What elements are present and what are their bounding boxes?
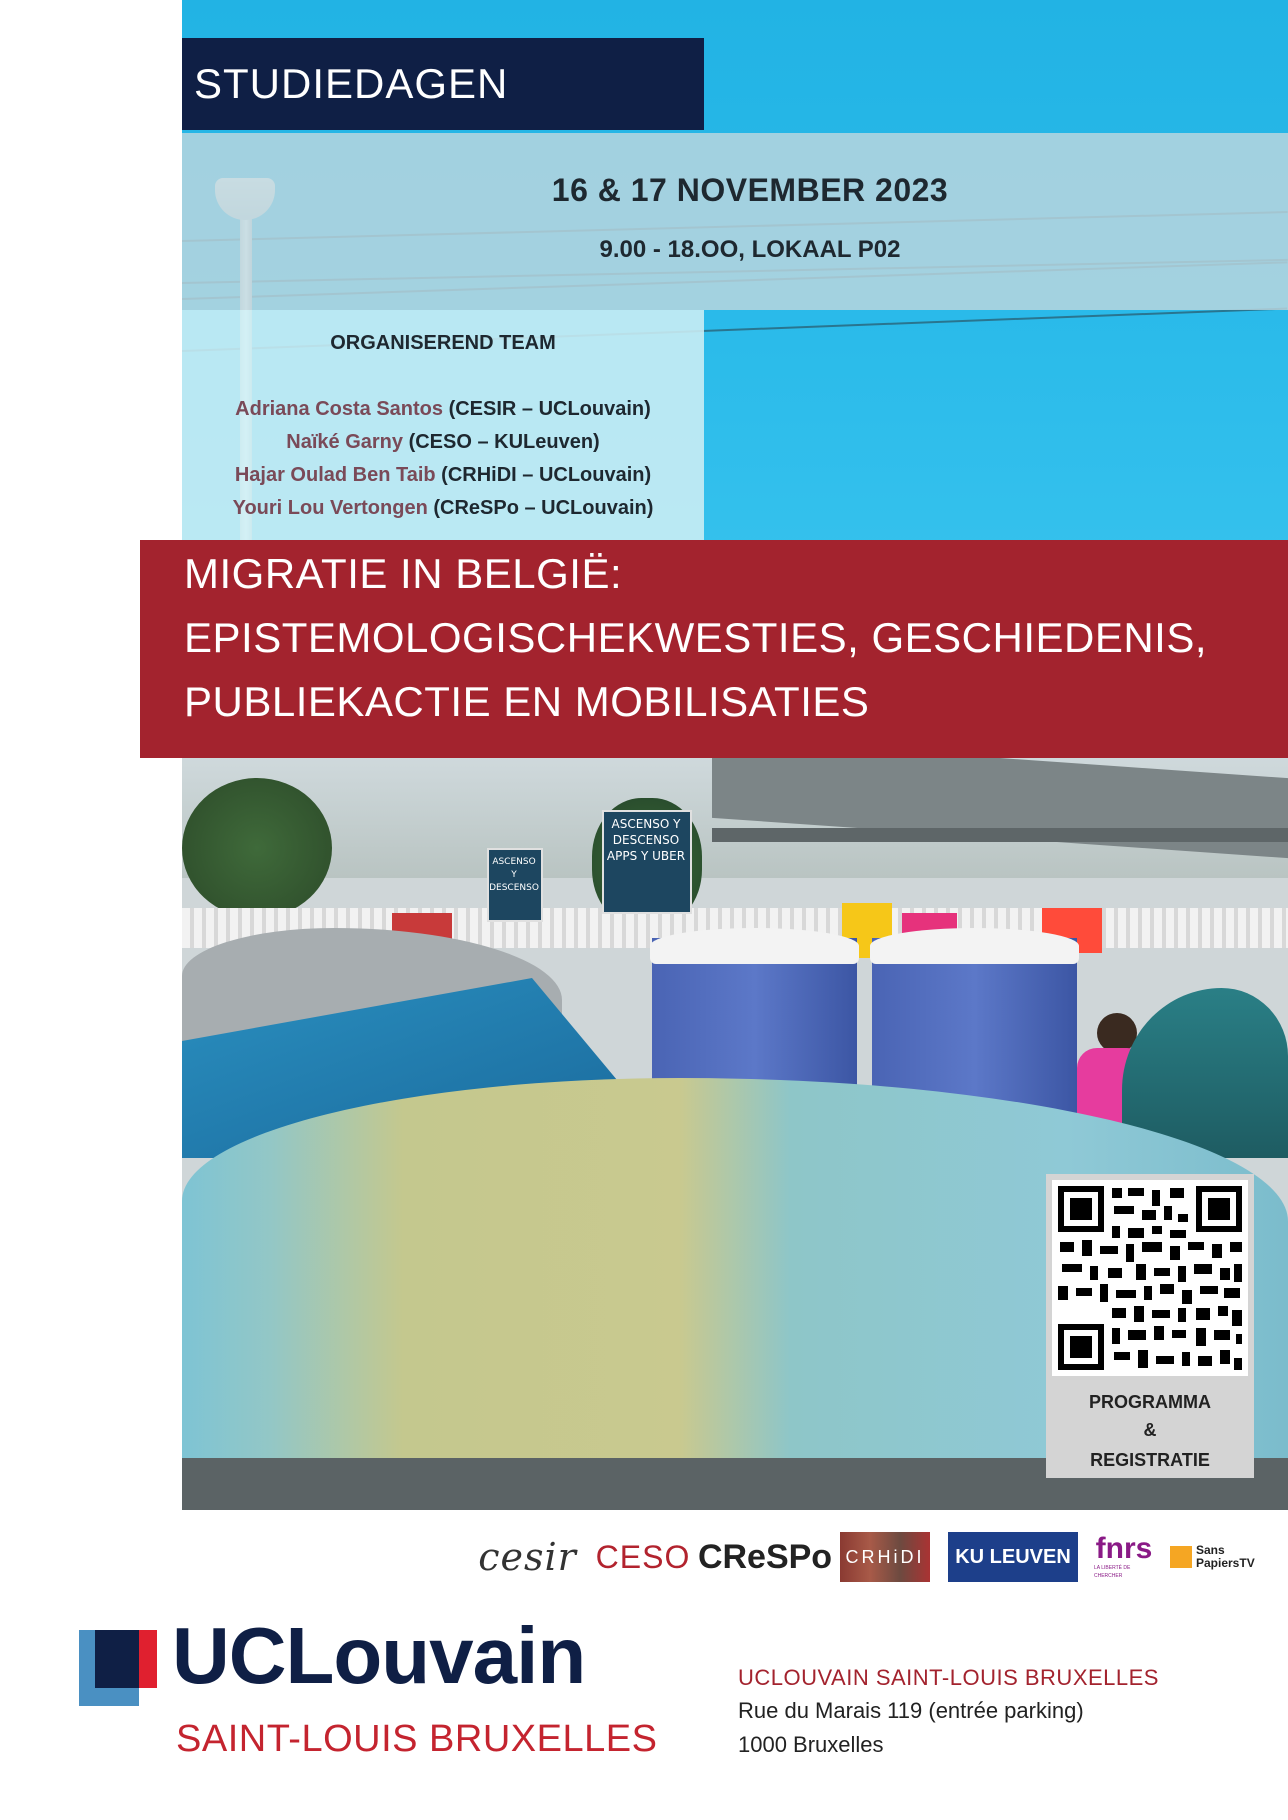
- fnrs-logo-subtext: LA LIBERTÉ DE CHERCHER: [1094, 1565, 1131, 1579]
- sans-papiers-logo-text: Sans PapiersTV: [1196, 1543, 1255, 1570]
- event-type-title: STUDIEDAGEN: [182, 38, 704, 130]
- road-sign-text: ASCENSO Y DESCENSO: [489, 857, 539, 893]
- cesir-logo-text: cesir: [478, 1535, 577, 1579]
- address-street: Rue du Marais 119 (entrée parking): [738, 1698, 1084, 1723]
- fnrs-logo: [1094, 1532, 1154, 1582]
- uclouvain-campus-name: SAINT-LOUIS BRUXELLES: [176, 1718, 658, 1760]
- crhidi-logo-text: CRHiDI: [845, 1546, 925, 1567]
- member-affiliation: (CRHiDI – UCLouvain): [441, 464, 652, 486]
- uclouvain-logo-square-navy: [95, 1630, 139, 1688]
- member-name: Naïké Garny: [286, 431, 403, 453]
- road-sign-text: ASCENSO Y DESCENSO APPS Y UBER: [606, 817, 686, 863]
- ceso-logo-text: CESO: [595, 1538, 691, 1575]
- address-city: 1000 Bruxelles: [738, 1732, 884, 1757]
- team-member: [182, 497, 704, 520]
- banner-line-1: MIGRATIE IN BELGIË:: [184, 550, 623, 597]
- team-heading: ORGANISEREND TEAM: [330, 332, 556, 354]
- banner-line-3: PUBLIEKACTIE EN MOBILISATIES: [184, 678, 870, 725]
- ku-leuven-logo-text: KU LEUVEN: [955, 1545, 1071, 1568]
- address-title: UCLOUVAIN SAINT-LOUIS BRUXELLES: [738, 1665, 1159, 1690]
- qr-label-programma: PROGRAMMA: [1089, 1392, 1211, 1412]
- member-name: Hajar Oulad Ben Taib: [234, 464, 436, 486]
- member-affiliation: (CReSPo – UCLouvain): [433, 497, 654, 519]
- member-name: Youri Lou Vertongen: [232, 497, 428, 519]
- event-date: 16 & 17 NOVEMBER 2023: [551, 172, 949, 208]
- qr-label-ampersand: &: [1143, 1420, 1157, 1440]
- cesir-logo: [470, 1532, 585, 1582]
- crhidi-logo: [840, 1532, 930, 1582]
- banner-line-2: EPISTEMOLOGISCHEKWESTIES, GESCHIEDENIS,: [184, 614, 1208, 661]
- ceso-logo: [595, 1532, 691, 1582]
- uclouvain-logo-square-red: [139, 1630, 157, 1688]
- qr-code-graphic: [1052, 1180, 1248, 1376]
- uclouvain-logo-name: UCLouvain: [172, 1611, 586, 1700]
- team-member: [182, 431, 704, 454]
- sans-papiers-tv-logo: [1170, 1532, 1260, 1582]
- fnrs-logo-text: fnrs: [1095, 1532, 1153, 1565]
- qr-label-registratie: REGISTRATIE: [1090, 1450, 1210, 1470]
- date-band: [182, 133, 1288, 310]
- sans-papiers-icon: [1170, 1546, 1192, 1568]
- member-affiliation: (CESIR – UCLouvain): [448, 398, 651, 420]
- team-member: [182, 398, 704, 421]
- event-time-location: 9.00 - 18.OO, LOKAAL P02: [599, 236, 901, 263]
- team-member: [182, 464, 704, 487]
- crespo-logo: [697, 1532, 833, 1582]
- member-affiliation: (CESO – KULeuven): [408, 431, 600, 453]
- crespo-logo-text: CReSPo: [697, 1537, 833, 1576]
- qr-code[interactable]: [1052, 1180, 1248, 1376]
- ku-leuven-logo: [948, 1532, 1078, 1582]
- member-name: Adriana Costa Santos: [235, 398, 443, 420]
